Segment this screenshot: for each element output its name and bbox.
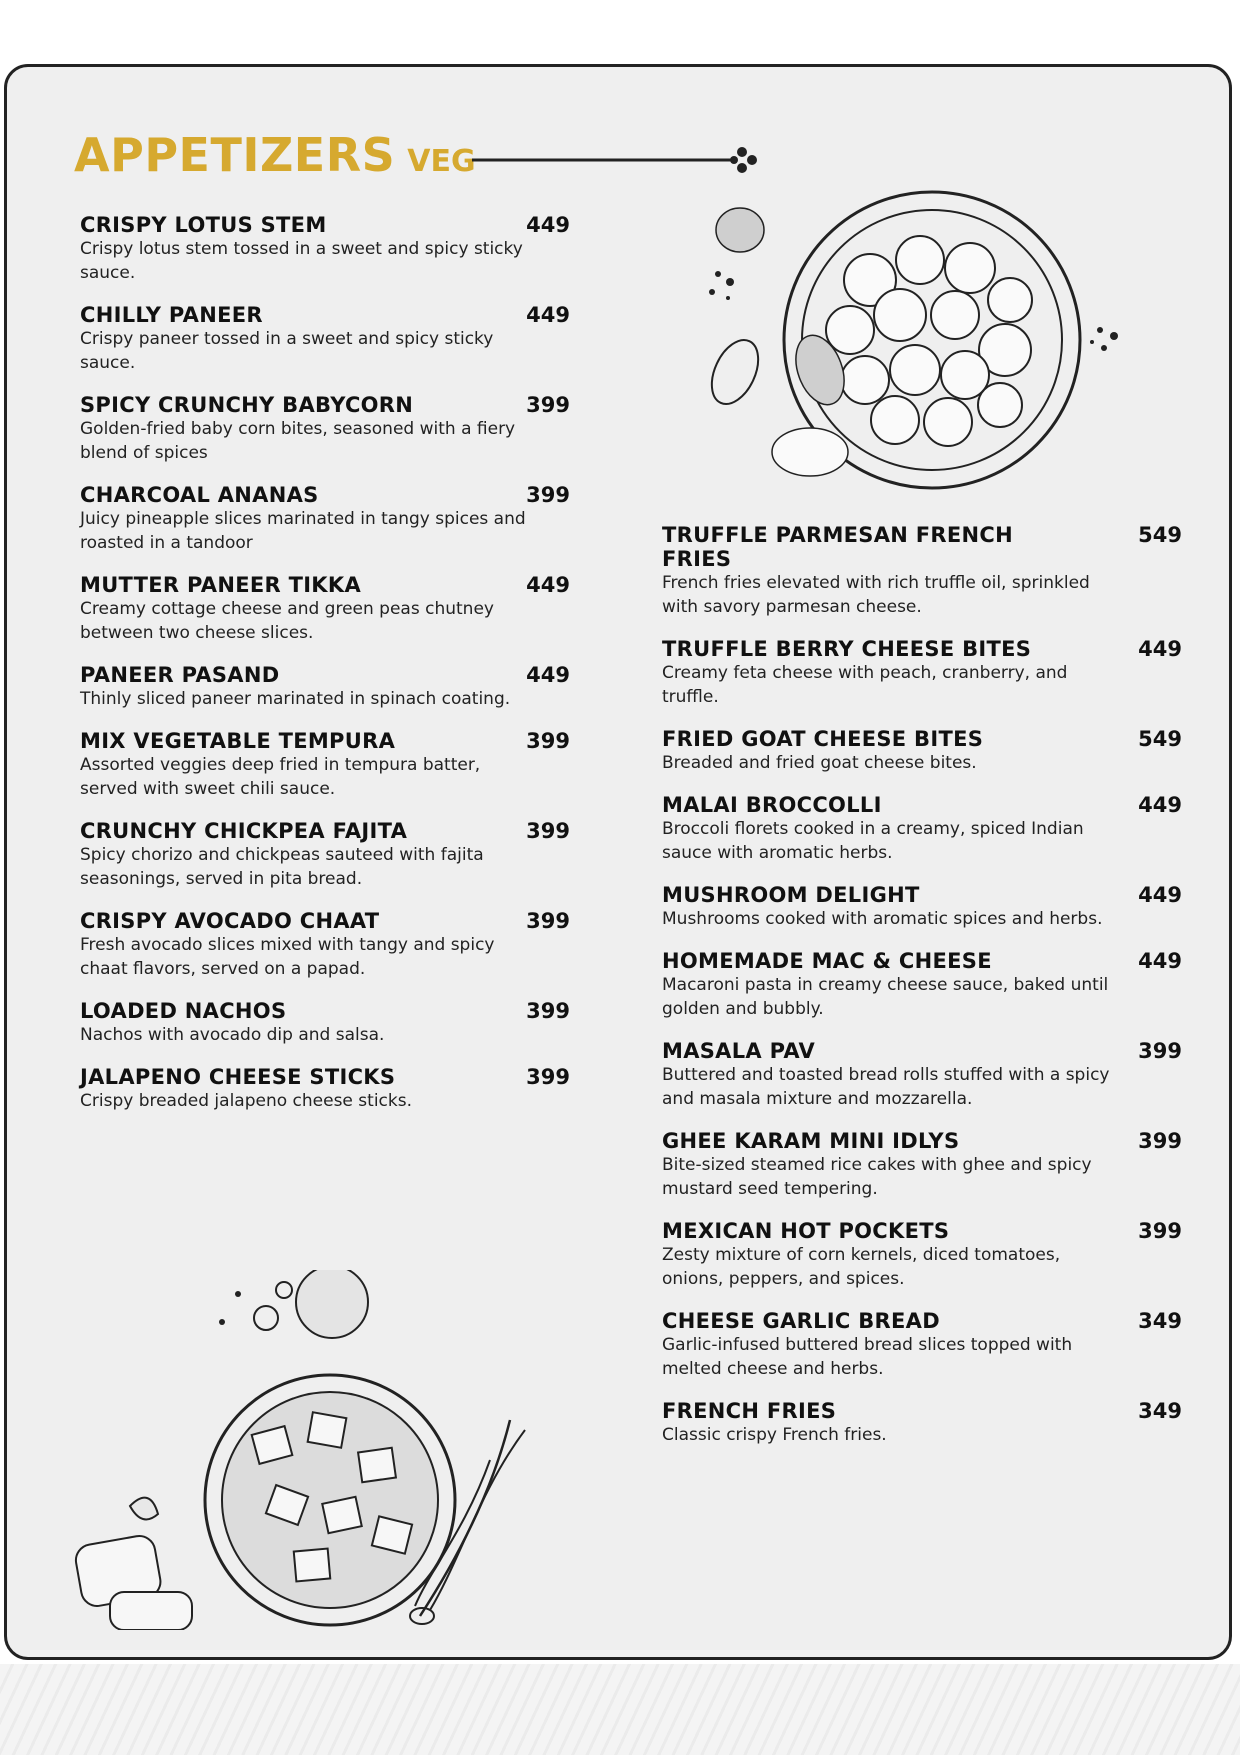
item-name: TRUFFLE PARMESAN FRENCH FRIES [662,523,1013,571]
menu-item [80,573,570,645]
item-description: Zesty mixture of corn kernels, diced tomatoes, onions, peppers, and spices. [662,1245,1061,1289]
item-price: 399 [526,393,570,417]
item-description: Bite-sized steamed rice cakes with ghee and spicy mustard seed tempering. [662,1155,1092,1199]
item-name: MALAI BROCCOLLI [662,793,882,817]
item-name: GHEE KARAM MINI IDLYS [662,1129,960,1153]
menu-item [662,883,1182,931]
item-name: FRENCH FRIES [662,1399,837,1423]
item-name: FRIED GOAT CHEESE BITES [662,727,984,751]
item-price: 449 [526,303,570,327]
menu-subtitle: VEG [407,144,476,179]
menu-item [662,1309,1182,1381]
item-description: Juicy pineapple slices marinated in tangy spices and roasted in a tandoor [80,509,526,553]
menu-item [662,1129,1182,1201]
item-description: Assorted veggies deep fried in tempura batter, served with sweet chili sauce. [80,755,481,799]
item-name: LOADED NACHOS [80,999,287,1023]
item-name: MIX VEGETABLE TEMPURA [80,729,396,753]
item-description: Buttered and toasted bread rolls stuffed with a spicy and masala mixture and mozzarella. [662,1065,1110,1109]
item-price: 399 [1138,1219,1182,1243]
item-name: SPICY CRUNCHY BABYCORN [80,393,414,417]
item-name: CHEESE GARLIC BREAD [662,1309,940,1333]
title-ornament [472,140,772,176]
item-name: CRISPY AVOCADO CHAAT [80,909,380,933]
item-price: 399 [526,909,570,933]
item-name: CRUNCHY CHICKPEA FAJITA [80,819,408,843]
item-name: CRISPY LOTUS STEM [80,213,327,237]
menu-item [80,303,570,375]
item-name: TRUFFLE BERRY CHEESE BITES [662,637,1032,661]
menu-item [80,909,570,981]
item-description: Mushrooms cooked with aromatic spices and herbs. [662,909,1103,929]
item-description: Crispy breaded jalapeno cheese sticks. [80,1091,412,1111]
item-price: 549 [1138,523,1182,547]
menu-title: APPETIZERS [74,128,396,182]
item-description: Classic crispy French fries. [662,1425,887,1445]
item-price: 449 [1138,949,1182,973]
menu-item [80,729,570,801]
menu-item [662,793,1182,865]
item-price: 399 [526,1065,570,1089]
item-price: 549 [1138,727,1182,751]
menu-item [80,663,570,711]
item-price: 449 [526,213,570,237]
item-name: CHARCOAL ANANAS [80,483,319,507]
menu-item [662,727,1182,775]
item-price: 449 [1138,637,1182,661]
decorative-pattern [0,1664,1240,1755]
item-price: 399 [1138,1039,1182,1063]
menu-item [662,523,1182,619]
item-description: Crispy paneer tossed in a sweet and spicy sticky sauce. [80,329,494,373]
item-description: Macaroni pasta in creamy cheese sauce, baked until golden and bubbly. [662,975,1109,1019]
item-description: Garlic-infused buttered bread slices topped with melted cheese and herbs. [662,1335,1073,1379]
item-description: Creamy feta cheese with peach, cranberry, and truffle. [662,663,1068,707]
item-name: MUSHROOM DELIGHT [662,883,920,907]
menu-item [80,483,570,555]
item-price: 399 [526,999,570,1023]
item-price: 399 [526,483,570,507]
menu-item [80,213,570,285]
item-price: 399 [526,819,570,843]
item-price: 449 [526,663,570,687]
item-description: Golden-fried baby corn bites, seasoned with a fiery blend of spices [80,419,516,463]
item-price: 449 [1138,793,1182,817]
item-price: 399 [526,729,570,753]
item-description: Creamy cottage cheese and green peas chutney between two cheese slices. [80,599,494,643]
item-price: 349 [1138,1309,1182,1333]
item-description: French fries elevated with rich truffle oil, sprinkled with savory parmesan cheese. [662,573,1090,617]
paneer-curry-illustration [70,1270,570,1630]
menu-item [662,1039,1182,1111]
mushroom-bowl-illustration [700,190,1120,500]
item-name: CHILLY PANEER [80,303,263,327]
item-name: HOMEMADE MAC & CHEESE [662,949,992,973]
item-name: PANEER PASAND [80,663,280,687]
item-description: Crispy lotus stem tossed in a sweet and spicy sticky sauce. [80,239,523,283]
item-description: Broccoli florets cooked in a creamy, spiced Indian sauce with aromatic herbs. [662,819,1084,863]
left-menu-column [80,213,570,1131]
menu-heading [74,128,476,182]
item-description: Nachos with avocado dip and salsa. [80,1025,385,1045]
item-price: 449 [1138,883,1182,907]
item-description: Thinly sliced paneer marinated in spinach coating. [80,689,511,709]
menu-item [80,999,570,1047]
right-menu-column [662,523,1182,1465]
menu-item [662,1219,1182,1291]
item-price: 399 [1138,1129,1182,1153]
menu-item [80,393,570,465]
item-description: Fresh avocado slices mixed with tangy and spicy chaat flavors, served on a papad. [80,935,495,979]
item-price: 449 [526,573,570,597]
item-name: MUTTER PANEER TIKKA [80,573,362,597]
menu-item [662,1399,1182,1447]
menu-item [662,949,1182,1021]
menu-item [80,819,570,891]
menu-item [662,637,1182,709]
item-name: JALAPENO CHEESE STICKS [80,1065,396,1089]
item-name: MEXICAN HOT POCKETS [662,1219,950,1243]
item-description: Spicy chorizo and chickpeas sauteed with fajita seasonings, served in pita bread. [80,845,484,889]
menu-item [80,1065,570,1113]
item-price: 349 [1138,1399,1182,1423]
item-name: MASALA PAV [662,1039,816,1063]
item-description: Breaded and fried goat cheese bites. [662,753,977,773]
